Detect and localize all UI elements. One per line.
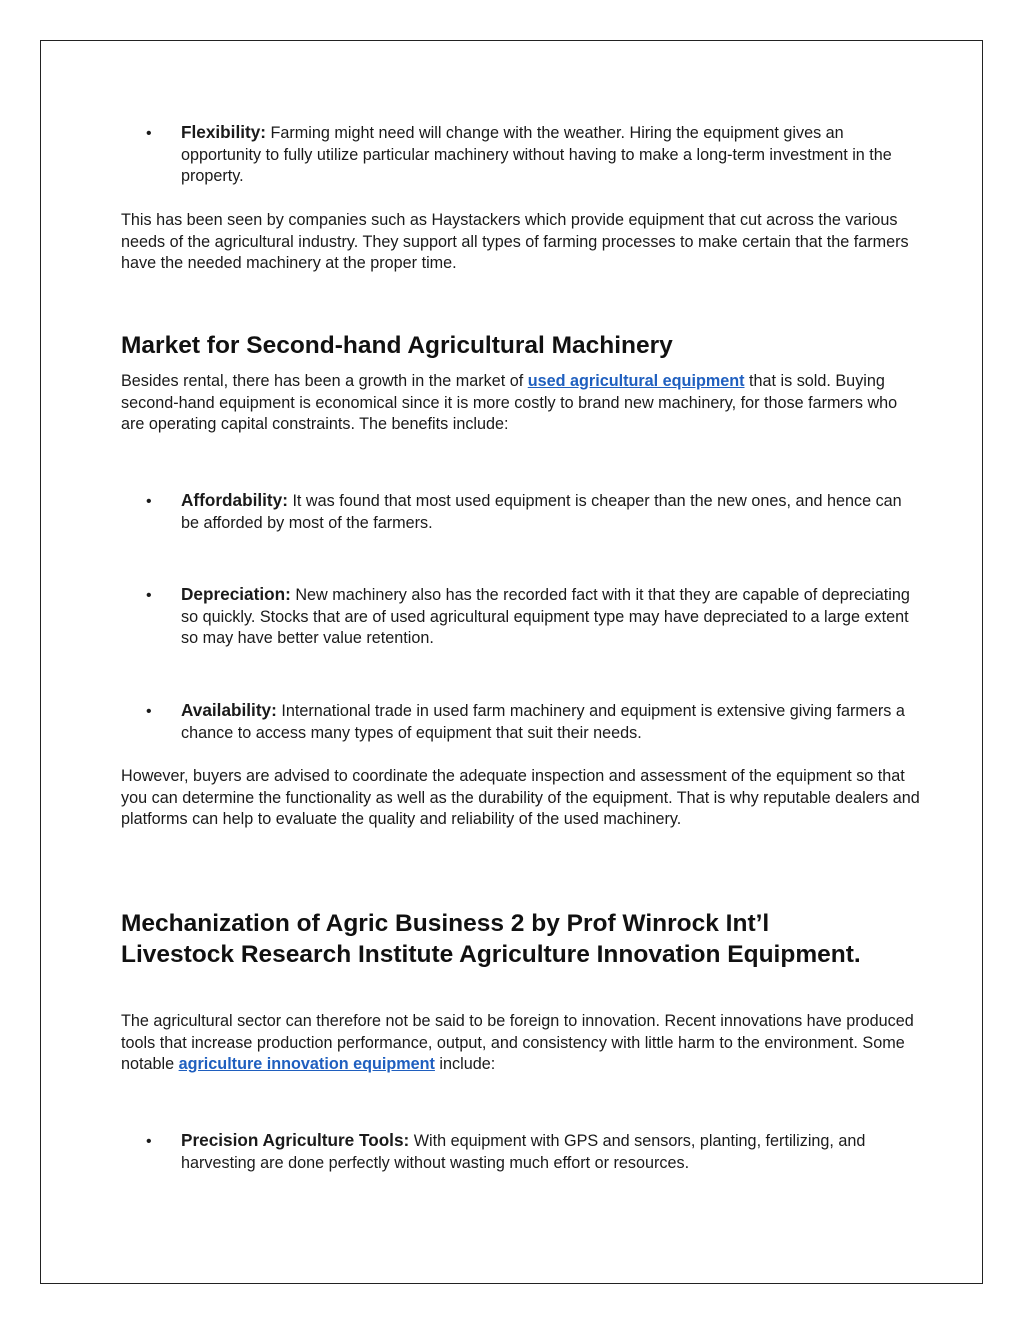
paragraph-haystackers: This has been seen by companies such as Haystackers which provide equipment that cut across the various needs of the agricultural industry. They support all types of farming processes to make certain that the farmers have the needed machinery at the proper time. [121, 211, 909, 272]
list-item-precision-tools [181, 1130, 921, 1174]
bullet-text: New machinery also has the recorded fact with it that they are capable of depreciating so quickly. Stocks that are of used agricultural equipment type may have depreciated to a large extent so may have better value retention. [181, 586, 910, 647]
section-heading-mechanization: Mechanization of Agric Business 2 by Prof Winrock Int’l Livestock Research Institute Agriculture Innovation Equipment. [121, 910, 861, 968]
bullet-label: Depreciation: [181, 584, 291, 604]
list-item-depreciation [181, 584, 921, 650]
paragraph-inspection: However, buyers are advised to coordinate the adequate inspection and assessment of the equipment so that you can determine the functionality as well as the durability of the equipment. That is why reputable dealers and platforms can help to evaluate the quality and reliability of the used machinery. [121, 767, 920, 828]
bullet-dot: • [146, 125, 152, 142]
bullet-label: Precision Agriculture Tools: [181, 1130, 410, 1150]
intro-text-after: that is sold. Buying second-hand equipment is economical since it is more costly to brand new machinery, for those farmers who are operating capital constraints. The benefits include: [121, 372, 898, 433]
bullet-dot: • [146, 587, 152, 604]
bullet-label: Flexibility: [181, 122, 266, 142]
bullet-text: Farming might need will change with the weather. Hiring the equipment gives an opportunity to fully utilize particular machinery without having to make a long-term investment in the property. [181, 124, 892, 185]
bullet-label: Availability: [181, 700, 277, 720]
intro-text-after: include: [434, 1055, 496, 1073]
paragraph-innovation-intro [121, 1011, 921, 1076]
list-item-availability [181, 700, 921, 744]
bullet-text: International trade in used farm machinery and equipment is extensive giving farmers a chance to access many types of equipment that suit their needs. [181, 702, 905, 742]
bullet-dot: • [146, 703, 152, 720]
section-heading-market: Market for Second-hand Agricultural Machinery [121, 332, 673, 359]
intro-text-before: Besides rental, there has been a growth in the market of [121, 372, 528, 390]
bullet-label: Affordability: [181, 490, 288, 510]
used-equipment-link[interactable]: used agricultural equipment [527, 372, 745, 390]
bullet-dot: • [146, 1133, 152, 1150]
intro-text-before: The agricultural sector can therefore not be said to be foreign to innovation. Recent innovations have produced tools that increase production performance, output, and consistency with little harm to the environment. Some notable [121, 1012, 914, 1073]
innovation-equipment-link[interactable]: agriculture innovation equipment [178, 1055, 435, 1073]
list-item-affordability [181, 490, 921, 534]
paragraph-market-intro [121, 371, 921, 436]
bullet-dot: • [146, 493, 152, 510]
bullet-text: With equipment with GPS and sensors, planting, fertilizing, and harvesting are done perfectly without wasting much effort or resources. [181, 1132, 866, 1172]
bullet-text: It was found that most used equipment is cheaper than the new ones, and hence can be afforded by most of the farmers. [181, 492, 902, 532]
list-item-flexibility [181, 122, 921, 188]
